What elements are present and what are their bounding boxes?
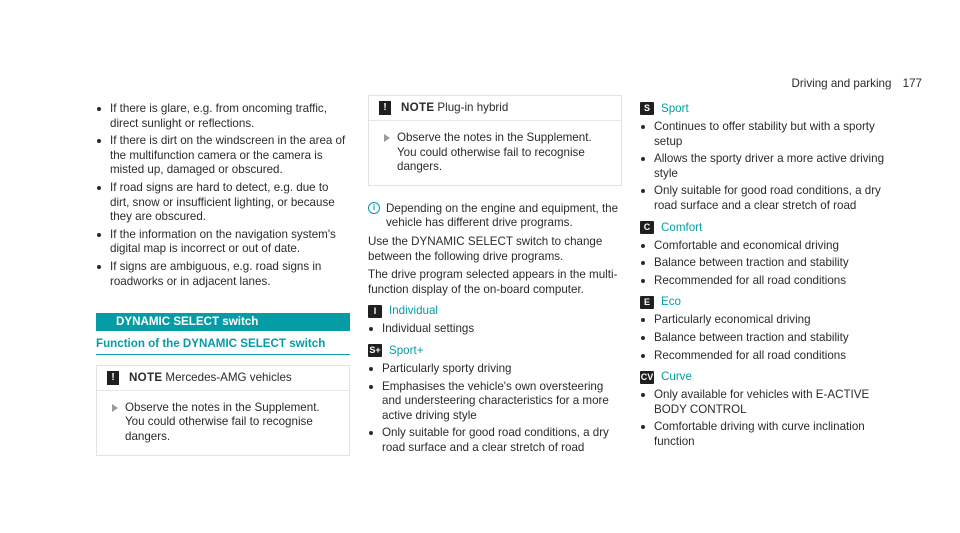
mode-bullets — [640, 120, 902, 214]
list-item: Particularly sporty driving — [368, 362, 622, 377]
list-item: Only suitable for good road conditions, a dry road surface and a clear stretch of road — [640, 184, 902, 213]
mode-name: Individual — [389, 304, 438, 318]
note-body — [369, 121, 621, 185]
note-subtitle: Plug-in hybrid — [437, 101, 509, 114]
note-body — [97, 391, 349, 455]
exclamation-warning-icon: ! — [107, 371, 119, 385]
column-1 — [96, 102, 350, 456]
list-item: Individual settings — [368, 322, 622, 337]
note-header — [97, 366, 349, 391]
note-box — [96, 365, 350, 456]
list-item: Emphasises the vehicle's own oversteering and understeering characteristics for a more active driving style — [368, 380, 622, 424]
mode-curve — [640, 369, 902, 449]
list-item: If signs are ambiguous, e.g. road signs in roadworks or in adjacent lanes. — [96, 260, 350, 289]
paragraph: The drive program selected appears in the multi-function display of the on-board computer. — [368, 268, 618, 296]
mode-bullets — [640, 239, 902, 289]
comfort-mode-icon: C — [640, 221, 654, 234]
mode-name: Eco — [661, 295, 681, 309]
curve-mode-icon: CV — [640, 371, 654, 382]
eco-mode-icon: E — [640, 296, 654, 309]
play-arrow-icon — [384, 134, 390, 142]
subheading: Function of the DYNAMIC SELECT switch — [96, 337, 350, 355]
info-note — [368, 202, 622, 231]
mode-title — [640, 369, 902, 385]
mode-bullets — [368, 362, 622, 456]
mode-name: Comfort — [661, 220, 703, 234]
play-arrow-icon — [112, 404, 118, 412]
list-item: Balance between traction and stability — [640, 331, 902, 346]
individual-mode-icon: I — [368, 305, 382, 318]
sport-mode-icon: S — [640, 102, 654, 115]
mode-sport-plus — [368, 343, 622, 456]
list-item: Only available for vehicles with E-ACTIVE BODY CONTROL — [640, 388, 902, 417]
list-item: Recommended for all road conditions — [640, 349, 902, 364]
mode-title — [640, 220, 902, 236]
sport-plus-mode-icon: S+ — [369, 345, 381, 356]
mode-individual — [368, 303, 622, 337]
note-title: NOTE — [401, 101, 435, 114]
note-text: Observe the notes in the Supplement. You could otherwise fail to recognise dangers. — [397, 131, 592, 174]
list-item: Recommended for all road conditions — [640, 274, 902, 289]
list-item: Allows the sporty driver a more active driving style — [640, 152, 902, 181]
mode-title — [368, 303, 622, 319]
info-icon: i — [368, 202, 380, 214]
mode-eco — [640, 294, 902, 363]
mode-title — [640, 101, 902, 117]
mode-title — [640, 294, 902, 310]
conditions-list — [96, 102, 350, 289]
note-box — [368, 95, 622, 186]
list-item: If there is dirt on the windscreen in the area of the multifunction camera or the camera is misted up, damaged or obscured. — [96, 134, 350, 178]
mode-name: Sport+ — [389, 343, 424, 357]
header-section: Driving and parking — [791, 77, 892, 90]
list-item: Balance between traction and stability — [640, 256, 902, 271]
page-header — [792, 77, 922, 92]
mode-name: Sport — [661, 102, 689, 115]
column-3 — [640, 101, 902, 453]
mode-title — [368, 343, 622, 359]
note-header — [369, 96, 621, 121]
list-item: If road signs are hard to detect, e.g. due to dirt, snow or insufficient lighting, or because they are obscured. — [96, 181, 350, 225]
list-item: Continues to offer stability but with a sporty setup — [640, 120, 902, 149]
column-2 — [368, 95, 622, 459]
mode-bullets — [640, 313, 902, 363]
section-title: DYNAMIC SELECT switch — [96, 313, 350, 331]
mode-bullets — [368, 322, 622, 337]
list-item: Comfortable and economical driving — [640, 239, 902, 254]
page-number: 177 — [902, 77, 922, 90]
paragraph: Use the DYNAMIC SELECT switch to change between the following drive programs. — [368, 234, 603, 263]
mode-name: Curve — [661, 370, 692, 384]
info-text: Depending on the engine and equipment, the vehicle has different drive programs. — [386, 201, 619, 230]
note-text: Observe the notes in the Supplement. You could otherwise fail to recognise dangers. — [125, 400, 320, 443]
note-subtitle: Mercedes-AMG vehicles — [165, 370, 292, 384]
mode-bullets — [640, 388, 902, 449]
list-item: Comfortable driving with curve inclination function — [640, 420, 902, 449]
note-title: NOTE — [129, 370, 163, 384]
mode-comfort — [640, 220, 902, 289]
list-item: Particularly economical driving — [640, 313, 902, 328]
list-item: If the information on the navigation system's digital map is incorrect or out of date. — [96, 228, 350, 257]
exclamation-warning-icon: ! — [379, 101, 391, 115]
list-item: If there is glare, e.g. from oncoming traffic, direct sunlight or reflections. — [96, 102, 350, 131]
list-item: Only suitable for good road conditions, a dry road surface and a clear stretch of road — [368, 426, 622, 455]
mode-sport — [640, 101, 902, 214]
